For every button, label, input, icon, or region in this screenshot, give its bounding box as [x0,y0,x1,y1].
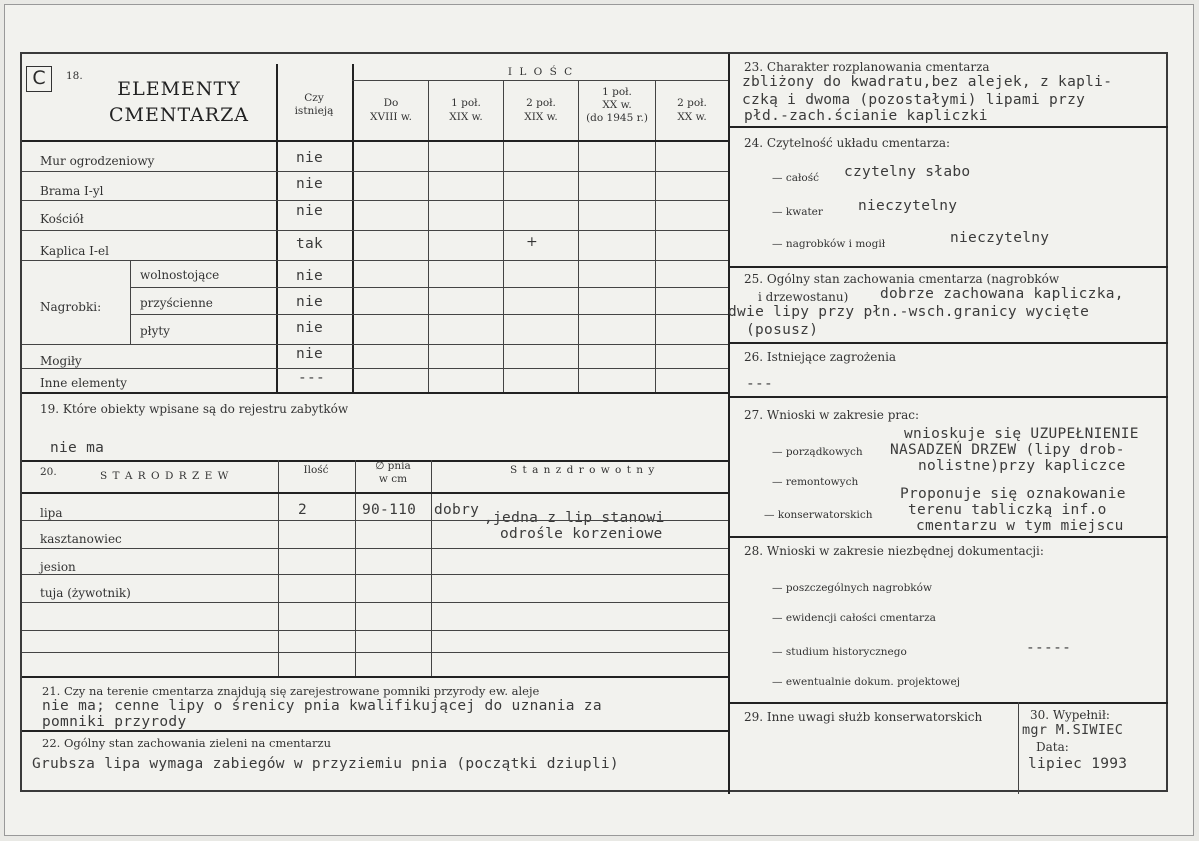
col-divider-4 [655,80,656,392]
ilosc-header: I L O Ś C [507,66,575,78]
section-24-top [728,126,1168,128]
s25-value2: dwie lipy przy płn.-wsch.granicy wycięte [728,304,1090,320]
s29-label: 29. Inne uwagi służb konserwatorskich [744,710,983,724]
center-divider [728,54,730,794]
s20-title: S T A R O D R Z E W [100,470,230,482]
tree-kasztanowiec: kasztanowiec [40,532,122,546]
s24-item2-value: nieczytelny [858,198,958,214]
s30-date: lipiec 1993 [1028,756,1128,772]
section-number-18: 18. [66,70,83,82]
section-26-top [728,342,1168,344]
row-kaplica-mark: + [526,234,538,250]
s27-item2: — remontowych [772,476,859,488]
s25-value1: dobrze zachowana kapliczka, [880,286,1124,302]
s20-ilosc-header: Ilość [303,464,329,476]
row-inne-label: Inne elementy [40,376,127,390]
s19-value: nie ma [50,440,105,456]
col-header-4: 1 poł. XX w. (do 1945 r.) [586,86,648,124]
col-header-2: 1 poł. XIX w. [449,97,483,123]
s23-line1: zbliżony do kwadratu,bez alejek, z kapli- [742,74,1113,90]
tree-jesion: jesion [40,560,76,574]
s22-label: 22. Ogólny stan zachowania zieleni na cmentarzu [42,736,331,750]
s20-stan-header: S t a n z d r o w o t n y [510,464,656,476]
s24-item1-label: — całość [772,172,819,184]
s27-item1: — porządkowych [772,446,863,458]
row-wolnostojace-value: nie [296,268,324,284]
s21-label: 21. Czy na terenie cmentarza znajdują się zarejestrowane pomniki przyrody ew. aleje [42,684,540,698]
s25-value3: (posusz) [746,322,819,338]
row-mur-value: nie [296,150,324,166]
s30-date-label: Data: [1036,740,1069,754]
s24-item3-value: nieczytelny [950,230,1050,246]
row-brama-label: Brama I-yl [40,184,104,198]
row-line [22,230,728,231]
section-21-top [22,676,728,678]
s27-text3: nolistne)przy kapliczce [918,458,1126,474]
section-25-top [728,266,1168,268]
s30-label: 30. Wypełnił: [1030,708,1110,722]
s23-line3: płd.-zach.ścianie kapliczki [744,108,988,124]
s27-text5: terenu tabliczką inf.o [908,502,1107,518]
row-plyty-value: nie [296,320,324,336]
row-line [22,652,728,653]
s24-label: 24. Czytelność układu cmentarza: [744,136,951,150]
section-19-top [22,392,728,394]
row-line [22,548,728,549]
s24-item2-label: — kwater [772,206,823,218]
tree-lipa-stan-2: ,jedna z lip stanowi [484,510,665,526]
nagrobki-divider [130,260,131,344]
s27-item3: — konserwatorskich [764,509,873,521]
s20-num: 20. [40,466,57,478]
s28-label: 28. Wnioski w zakresie niezbędnej dokumentacji: [744,544,1044,558]
row-kosciol-value: nie [296,203,324,219]
s28-item3: — studium historycznego [772,646,907,658]
col-header-3: 2 poł. XIX w. [524,97,558,123]
row-mogily-label: Mogiły [40,354,82,368]
s27-text1: wnioskuje się UZUPEŁNIENIE [904,426,1139,442]
col-header-5: 2 poł. XX w. [677,97,707,123]
section-28-top [728,536,1168,538]
s23-label: 23. Charakter rozplanowania cmentarza [744,60,990,74]
row-line [22,171,728,172]
tree-lipa: lipa [40,506,63,520]
row-line [22,344,728,345]
row-kaplica-label: Kaplica I-el [40,244,109,258]
header-bottom-line [22,140,728,142]
s27-text6: cmentarzu w tym miejscu [916,518,1124,534]
cemetery-record-card [20,52,1168,792]
tree-lipa-stan-1: dobry [434,502,480,518]
s30-value: mgr M.SIWIEC [1022,722,1124,738]
row-line [22,260,728,261]
s24-item3-label: — nagrobków i mogił [772,238,886,250]
s21-line2: pomniki przyrody [42,714,187,730]
tree-lipa-ilosc: 2 [298,502,308,518]
s23-line2: czką i dwoma (pozostałymi) lipami przy [742,92,1086,108]
row-plyty-label: płyty [140,324,170,338]
ilosc-underline [352,80,728,81]
s28-item4: — ewentualnie dokum. projektowej [772,676,960,688]
col-divider-2 [503,80,504,392]
s24-item1-value: czytelny słabo [844,164,971,180]
row-line [22,630,728,631]
s26-value: --- [746,376,774,392]
s27-text2: NASADZEŃ DRZEW (lipy drob- [890,442,1125,458]
row-line [22,602,728,603]
s28-dash: ----- [1026,640,1072,656]
tree-lipa-pnia: 90-110 [362,502,417,518]
nagrobki-label: Nagrobki: [40,300,102,314]
s28-item1: — poszczególnych nagrobków [772,582,932,594]
czy-header: Czy istnieją [294,92,334,117]
s27-label: 27. Wnioski w zakresie prac: [744,408,920,422]
elements-title-line1: ELEMENTY [117,78,241,100]
col-divider-1 [428,80,429,392]
row-line [22,368,728,369]
s27-text4: Proponuje się oznakowanie [900,486,1126,502]
row-line [22,200,728,201]
row-inne-value: --- [298,370,326,386]
row-kaplica-value: tak [296,236,324,252]
s26-label: 26. Istniejące zagrożenia [744,350,897,364]
tree-lipa-stan-3: odrośle korzeniowe [500,526,663,542]
row-line [130,314,728,315]
corner-letter-box: C [26,66,52,92]
row-line [22,574,728,575]
elements-title-line2: CMENTARZA [108,104,250,126]
s22-value: Grubsza lipa wymaga zabiegów w przyziemiu pnia (początki dziupli) [32,756,619,772]
row-mur-label: Mur ogrodzeniowy [40,154,155,168]
section-27-top [728,396,1168,398]
section-29-top [728,702,1168,704]
col-divider-3 [578,80,579,392]
s19-label: 19. Które obiekty wpisane są do rejestru zabytków [40,402,349,416]
s20-pnia-header: ∅ pnia w cm [375,460,411,485]
s21-line1: nie ma; cenne lipy o śrenicy pnia kwalifikującej do uznania za [42,698,602,714]
s28-item2: — ewidencji całości cmentarza [772,612,936,624]
tree-tuja: tuja (żywotnik) [40,586,131,600]
s29-s30-divider [1018,702,1019,794]
s25-label1: 25. Ogólny stan zachowania cmentarza (nagrobków [744,272,1060,286]
row-line [22,520,728,521]
row-line [130,287,728,288]
row-mogily-value: nie [296,346,324,362]
row-kosciol-label: Kościół [40,212,84,226]
row-brama-value: nie [296,176,324,192]
row-przyscienne-value: nie [296,294,324,310]
s20-header-line [22,492,728,494]
row-wolnostojace-label: wolnostojące [140,268,220,282]
col-header-1: Do XVIII w. [370,97,412,123]
s25-label2: i drzewostanu) [758,290,849,304]
section-22-top [22,730,728,732]
row-przyscienne-label: przyścienne [140,296,213,310]
